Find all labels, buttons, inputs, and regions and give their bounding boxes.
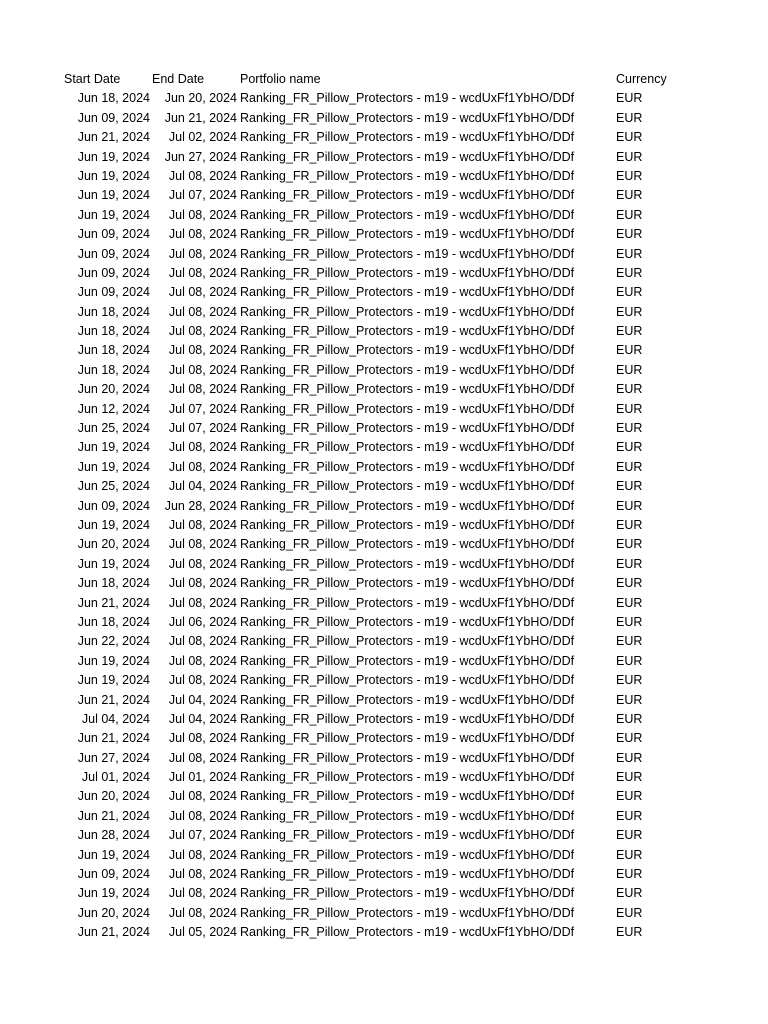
header-row xyxy=(0,70,768,89)
end-date-cell: Jul 07, 2024 xyxy=(168,188,237,203)
start-date-cell: Jul 01, 2024 xyxy=(81,770,150,785)
end-date-cell: Jul 08, 2024 xyxy=(168,537,237,552)
currency-cell: EUR xyxy=(616,168,643,183)
table-row xyxy=(0,264,768,283)
table-row xyxy=(0,167,768,186)
portfolio-name-cell: Ranking_FR_Pillow_Protectors - m19 - wcdUxFf1YbHO/DDf xyxy=(240,130,575,145)
start-date-cell: Jun 20, 2024 xyxy=(77,789,150,804)
currency-cell: EUR xyxy=(616,91,643,106)
start-date-cell: Jun 21, 2024 xyxy=(77,925,150,940)
end-date-cell: Jul 08, 2024 xyxy=(168,168,237,183)
portfolio-name-cell: Ranking_FR_Pillow_Protectors - m19 - wcdUxFf1YbHO/DDf xyxy=(240,517,575,532)
currency-cell: EUR xyxy=(616,847,643,862)
table-row xyxy=(0,768,768,787)
start-date-cell: Jun 09, 2024 xyxy=(77,265,150,280)
currency-cell: EUR xyxy=(616,110,643,125)
table-row xyxy=(0,884,768,903)
end-date-cell: Jul 06, 2024 xyxy=(168,614,237,629)
portfolio-name-cell: Ranking_FR_Pillow_Protectors - m19 - wcdUxFf1YbHO/DDf xyxy=(240,421,575,436)
end-date-cell: Jul 08, 2024 xyxy=(168,595,237,610)
portfolio-name-cell: Ranking_FR_Pillow_Protectors - m19 - wcdUxFf1YbHO/DDf xyxy=(240,246,575,261)
start-date-cell: Jun 19, 2024 xyxy=(77,188,150,203)
end-date-cell: Jul 08, 2024 xyxy=(168,362,237,377)
portfolio-name-cell: Ranking_FR_Pillow_Protectors - m19 - wcdUxFf1YbHO/DDf xyxy=(240,168,575,183)
start-date-cell: Jun 09, 2024 xyxy=(77,285,150,300)
end-date-cell: Jul 08, 2024 xyxy=(168,382,237,397)
currency-cell: EUR xyxy=(616,130,643,145)
currency-cell: EUR xyxy=(616,595,643,610)
start-date-cell: Jun 09, 2024 xyxy=(77,498,150,513)
start-date-cell: Jun 21, 2024 xyxy=(77,808,150,823)
currency-cell: EUR xyxy=(616,925,643,940)
table-row xyxy=(0,787,768,806)
table-row xyxy=(0,148,768,167)
start-date-cell: Jun 20, 2024 xyxy=(77,537,150,552)
currency-cell: EUR xyxy=(616,537,643,552)
end-date-cell: Jul 08, 2024 xyxy=(168,324,237,339)
portfolio-name-cell: Ranking_FR_Pillow_Protectors - m19 - wcdUxFf1YbHO/DDf xyxy=(240,324,575,339)
portfolio-name-cell: Ranking_FR_Pillow_Protectors - m19 - wcdUxFf1YbHO/DDf xyxy=(240,711,575,726)
start-date-cell: Jun 09, 2024 xyxy=(77,246,150,261)
spreadsheet-table xyxy=(0,70,768,943)
table-row xyxy=(0,225,768,244)
portfolio-name-cell: Ranking_FR_Pillow_Protectors - m19 - wcdUxFf1YbHO/DDf xyxy=(240,847,575,862)
end-date-cell: Jul 08, 2024 xyxy=(168,808,237,823)
portfolio-name-cell: Ranking_FR_Pillow_Protectors - m19 - wcdUxFf1YbHO/DDf xyxy=(240,304,575,319)
portfolio-name-cell: Ranking_FR_Pillow_Protectors - m19 - wcdUxFf1YbHO/DDf xyxy=(240,634,575,649)
portfolio-name-cell: Ranking_FR_Pillow_Protectors - m19 - wcdUxFf1YbHO/DDf xyxy=(240,828,575,843)
start-date-cell: Jun 09, 2024 xyxy=(77,110,150,125)
portfolio-name-cell: Ranking_FR_Pillow_Protectors - m19 - wcdUxFf1YbHO/DDf xyxy=(240,905,575,920)
currency-cell: EUR xyxy=(616,673,643,688)
portfolio-name-cell: Ranking_FR_Pillow_Protectors - m19 - wcdUxFf1YbHO/DDf xyxy=(240,440,575,455)
currency-cell: EUR xyxy=(616,382,643,397)
table-row xyxy=(0,594,768,613)
start-date-cell: Jun 19, 2024 xyxy=(77,673,150,688)
portfolio-name-cell: Ranking_FR_Pillow_Protectors - m19 - wcdUxFf1YbHO/DDf xyxy=(240,673,575,688)
currency-cell: EUR xyxy=(616,886,643,901)
table-row xyxy=(0,535,768,554)
end-date-cell: Jul 08, 2024 xyxy=(168,304,237,319)
start-date-cell: Jun 18, 2024 xyxy=(77,91,150,106)
table-body xyxy=(0,89,768,942)
portfolio-name-cell: Ranking_FR_Pillow_Protectors - m19 - wcdUxFf1YbHO/DDf xyxy=(240,925,575,940)
start-date-cell: Jun 18, 2024 xyxy=(77,343,150,358)
start-date-cell: Jun 19, 2024 xyxy=(77,207,150,222)
currency-cell: EUR xyxy=(616,479,643,494)
currency-cell: EUR xyxy=(616,149,643,164)
currency-cell: EUR xyxy=(616,207,643,222)
start-date-cell: Jun 21, 2024 xyxy=(77,595,150,610)
currency-cell: EUR xyxy=(616,401,643,416)
start-date-cell: Jun 22, 2024 xyxy=(77,634,150,649)
table-row xyxy=(0,497,768,516)
currency-cell: EUR xyxy=(616,653,643,668)
end-date-cell: Jul 07, 2024 xyxy=(168,401,237,416)
start-date-cell: Jun 19, 2024 xyxy=(77,168,150,183)
table-row xyxy=(0,729,768,748)
end-date-cell: Jul 08, 2024 xyxy=(168,634,237,649)
currency-cell: EUR xyxy=(616,750,643,765)
currency-cell: EUR xyxy=(616,343,643,358)
start-date-cell: Jun 19, 2024 xyxy=(77,440,150,455)
end-date-cell: Jul 08, 2024 xyxy=(168,207,237,222)
header-portfolio-name: Portfolio name xyxy=(240,72,321,86)
portfolio-name-cell: Ranking_FR_Pillow_Protectors - m19 - wcdUxFf1YbHO/DDf xyxy=(240,227,575,242)
table-row xyxy=(0,89,768,108)
currency-cell: EUR xyxy=(616,304,643,319)
portfolio-name-cell: Ranking_FR_Pillow_Protectors - m19 - wcdUxFf1YbHO/DDf xyxy=(240,808,575,823)
end-date-cell: Jul 08, 2024 xyxy=(168,731,237,746)
table-row xyxy=(0,555,768,574)
end-date-cell: Jun 28, 2024 xyxy=(164,498,237,513)
table-row xyxy=(0,438,768,457)
end-date-cell: Jul 08, 2024 xyxy=(168,517,237,532)
table-row xyxy=(0,458,768,477)
end-date-cell: Jul 08, 2024 xyxy=(168,673,237,688)
table-row xyxy=(0,904,768,923)
currency-cell: EUR xyxy=(616,517,643,532)
portfolio-name-cell: Ranking_FR_Pillow_Protectors - m19 - wcdUxFf1YbHO/DDf xyxy=(240,401,575,416)
start-date-cell: Jun 19, 2024 xyxy=(77,459,150,474)
end-date-cell: Jul 08, 2024 xyxy=(168,867,237,882)
end-date-cell: Jul 08, 2024 xyxy=(168,847,237,862)
portfolio-name-cell: Ranking_FR_Pillow_Protectors - m19 - wcdUxFf1YbHO/DDf xyxy=(240,886,575,901)
table-row xyxy=(0,865,768,884)
start-date-cell: Jun 18, 2024 xyxy=(77,304,150,319)
currency-cell: EUR xyxy=(616,362,643,377)
end-date-cell: Jul 08, 2024 xyxy=(168,285,237,300)
portfolio-name-cell: Ranking_FR_Pillow_Protectors - m19 - wcdUxFf1YbHO/DDf xyxy=(240,576,575,591)
portfolio-name-cell: Ranking_FR_Pillow_Protectors - m19 - wcdUxFf1YbHO/DDf xyxy=(240,750,575,765)
end-date-cell: Jun 27, 2024 xyxy=(164,149,237,164)
currency-cell: EUR xyxy=(616,498,643,513)
currency-cell: EUR xyxy=(616,634,643,649)
end-date-cell: Jul 08, 2024 xyxy=(168,886,237,901)
portfolio-name-cell: Ranking_FR_Pillow_Protectors - m19 - wcdUxFf1YbHO/DDf xyxy=(240,537,575,552)
table-row xyxy=(0,128,768,147)
end-date-cell: Jul 08, 2024 xyxy=(168,556,237,571)
table-row xyxy=(0,303,768,322)
header-currency: Currency xyxy=(616,72,667,86)
start-date-cell: Jun 18, 2024 xyxy=(77,362,150,377)
start-date-cell: Jun 19, 2024 xyxy=(77,847,150,862)
currency-cell: EUR xyxy=(616,459,643,474)
table-row xyxy=(0,574,768,593)
start-date-cell: Jul 04, 2024 xyxy=(81,711,150,726)
table-row xyxy=(0,671,768,690)
start-date-cell: Jun 27, 2024 xyxy=(77,750,150,765)
start-date-cell: Jun 25, 2024 xyxy=(77,479,150,494)
start-date-cell: Jun 21, 2024 xyxy=(77,731,150,746)
currency-cell: EUR xyxy=(616,711,643,726)
table-row xyxy=(0,749,768,768)
start-date-cell: Jun 19, 2024 xyxy=(77,886,150,901)
portfolio-name-cell: Ranking_FR_Pillow_Protectors - m19 - wcdUxFf1YbHO/DDf xyxy=(240,614,575,629)
start-date-cell: Jun 19, 2024 xyxy=(77,653,150,668)
currency-cell: EUR xyxy=(616,285,643,300)
currency-cell: EUR xyxy=(616,867,643,882)
end-date-cell: Jul 08, 2024 xyxy=(168,905,237,920)
table-row xyxy=(0,923,768,942)
table-row xyxy=(0,206,768,225)
start-date-cell: Jun 18, 2024 xyxy=(77,324,150,339)
portfolio-name-cell: Ranking_FR_Pillow_Protectors - m19 - wcdUxFf1YbHO/DDf xyxy=(240,91,575,106)
start-date-cell: Jun 18, 2024 xyxy=(77,614,150,629)
end-date-cell: Jul 04, 2024 xyxy=(168,711,237,726)
table-row xyxy=(0,710,768,729)
end-date-cell: Jul 08, 2024 xyxy=(168,750,237,765)
currency-cell: EUR xyxy=(616,770,643,785)
start-date-cell: Jun 20, 2024 xyxy=(77,905,150,920)
start-date-cell: Jun 28, 2024 xyxy=(77,828,150,843)
start-date-cell: Jun 21, 2024 xyxy=(77,130,150,145)
end-date-cell: Jul 08, 2024 xyxy=(168,459,237,474)
table-row xyxy=(0,826,768,845)
table-row xyxy=(0,613,768,632)
table-row xyxy=(0,632,768,651)
start-date-cell: Jun 09, 2024 xyxy=(77,227,150,242)
table-row xyxy=(0,283,768,302)
table-row xyxy=(0,516,768,535)
portfolio-name-cell: Ranking_FR_Pillow_Protectors - m19 - wcdUxFf1YbHO/DDf xyxy=(240,207,575,222)
end-date-cell: Jul 02, 2024 xyxy=(168,130,237,145)
end-date-cell: Jul 01, 2024 xyxy=(168,770,237,785)
portfolio-name-cell: Ranking_FR_Pillow_Protectors - m19 - wcdUxFf1YbHO/DDf xyxy=(240,867,575,882)
portfolio-name-cell: Ranking_FR_Pillow_Protectors - m19 - wcdUxFf1YbHO/DDf xyxy=(240,595,575,610)
table-row xyxy=(0,186,768,205)
currency-cell: EUR xyxy=(616,227,643,242)
start-date-cell: Jun 25, 2024 xyxy=(77,421,150,436)
table-row xyxy=(0,400,768,419)
end-date-cell: Jul 05, 2024 xyxy=(168,925,237,940)
portfolio-name-cell: Ranking_FR_Pillow_Protectors - m19 - wcdUxFf1YbHO/DDf xyxy=(240,789,575,804)
portfolio-name-cell: Ranking_FR_Pillow_Protectors - m19 - wcdUxFf1YbHO/DDf xyxy=(240,556,575,571)
currency-cell: EUR xyxy=(616,265,643,280)
portfolio-name-cell: Ranking_FR_Pillow_Protectors - m19 - wcdUxFf1YbHO/DDf xyxy=(240,770,575,785)
table-row xyxy=(0,380,768,399)
table-row xyxy=(0,245,768,264)
start-date-cell: Jun 20, 2024 xyxy=(77,382,150,397)
table-row xyxy=(0,691,768,710)
table-row xyxy=(0,846,768,865)
portfolio-name-cell: Ranking_FR_Pillow_Protectors - m19 - wcdUxFf1YbHO/DDf xyxy=(240,653,575,668)
currency-cell: EUR xyxy=(616,731,643,746)
portfolio-name-cell: Ranking_FR_Pillow_Protectors - m19 - wcdUxFf1YbHO/DDf xyxy=(240,110,575,125)
end-date-cell: Jun 21, 2024 xyxy=(164,110,237,125)
end-date-cell: Jul 08, 2024 xyxy=(168,265,237,280)
table-row xyxy=(0,341,768,360)
end-date-cell: Jul 07, 2024 xyxy=(168,828,237,843)
table-row xyxy=(0,807,768,826)
table-row xyxy=(0,109,768,128)
portfolio-name-cell: Ranking_FR_Pillow_Protectors - m19 - wcdUxFf1YbHO/DDf xyxy=(240,498,575,513)
end-date-cell: Jul 08, 2024 xyxy=(168,227,237,242)
end-date-cell: Jul 04, 2024 xyxy=(168,692,237,707)
table-row xyxy=(0,419,768,438)
portfolio-name-cell: Ranking_FR_Pillow_Protectors - m19 - wcdUxFf1YbHO/DDf xyxy=(240,692,575,707)
header-start-date: Start Date xyxy=(64,72,121,86)
currency-cell: EUR xyxy=(616,576,643,591)
currency-cell: EUR xyxy=(616,692,643,707)
portfolio-name-cell: Ranking_FR_Pillow_Protectors - m19 - wcdUxFf1YbHO/DDf xyxy=(240,149,575,164)
currency-cell: EUR xyxy=(616,188,643,203)
table-row xyxy=(0,322,768,341)
portfolio-name-cell: Ranking_FR_Pillow_Protectors - m19 - wcdUxFf1YbHO/DDf xyxy=(240,362,575,377)
start-date-cell: Jun 18, 2024 xyxy=(77,576,150,591)
portfolio-name-cell: Ranking_FR_Pillow_Protectors - m19 - wcdUxFf1YbHO/DDf xyxy=(240,731,575,746)
end-date-cell: Jul 04, 2024 xyxy=(168,479,237,494)
header-end-date: End Date xyxy=(152,72,205,86)
end-date-cell: Jun 20, 2024 xyxy=(164,91,237,106)
currency-cell: EUR xyxy=(616,614,643,629)
currency-cell: EUR xyxy=(616,440,643,455)
currency-cell: EUR xyxy=(616,324,643,339)
currency-cell: EUR xyxy=(616,789,643,804)
currency-cell: EUR xyxy=(616,556,643,571)
start-date-cell: Jun 09, 2024 xyxy=(77,867,150,882)
end-date-cell: Jul 08, 2024 xyxy=(168,653,237,668)
currency-cell: EUR xyxy=(616,421,643,436)
end-date-cell: Jul 08, 2024 xyxy=(168,789,237,804)
start-date-cell: Jun 21, 2024 xyxy=(77,692,150,707)
end-date-cell: Jul 08, 2024 xyxy=(168,440,237,455)
portfolio-name-cell: Ranking_FR_Pillow_Protectors - m19 - wcdUxFf1YbHO/DDf xyxy=(240,285,575,300)
currency-cell: EUR xyxy=(616,808,643,823)
end-date-cell: Jul 08, 2024 xyxy=(168,343,237,358)
end-date-cell: Jul 07, 2024 xyxy=(168,421,237,436)
table-row xyxy=(0,361,768,380)
table-row xyxy=(0,477,768,496)
table-row xyxy=(0,652,768,671)
portfolio-name-cell: Ranking_FR_Pillow_Protectors - m19 - wcdUxFf1YbHO/DDf xyxy=(240,265,575,280)
start-date-cell: Jun 12, 2024 xyxy=(77,401,150,416)
portfolio-name-cell: Ranking_FR_Pillow_Protectors - m19 - wcdUxFf1YbHO/DDf xyxy=(240,382,575,397)
currency-cell: EUR xyxy=(616,905,643,920)
portfolio-name-cell: Ranking_FR_Pillow_Protectors - m19 - wcdUxFf1YbHO/DDf xyxy=(240,459,575,474)
start-date-cell: Jun 19, 2024 xyxy=(77,556,150,571)
portfolio-name-cell: Ranking_FR_Pillow_Protectors - m19 - wcdUxFf1YbHO/DDf xyxy=(240,479,575,494)
start-date-cell: Jun 19, 2024 xyxy=(77,149,150,164)
portfolio-name-cell: Ranking_FR_Pillow_Protectors - m19 - wcdUxFf1YbHO/DDf xyxy=(240,343,575,358)
portfolio-name-cell: Ranking_FR_Pillow_Protectors - m19 - wcdUxFf1YbHO/DDf xyxy=(240,188,575,203)
start-date-cell: Jun 19, 2024 xyxy=(77,517,150,532)
end-date-cell: Jul 08, 2024 xyxy=(168,246,237,261)
currency-cell: EUR xyxy=(616,828,643,843)
currency-cell: EUR xyxy=(616,246,643,261)
end-date-cell: Jul 08, 2024 xyxy=(168,576,237,591)
